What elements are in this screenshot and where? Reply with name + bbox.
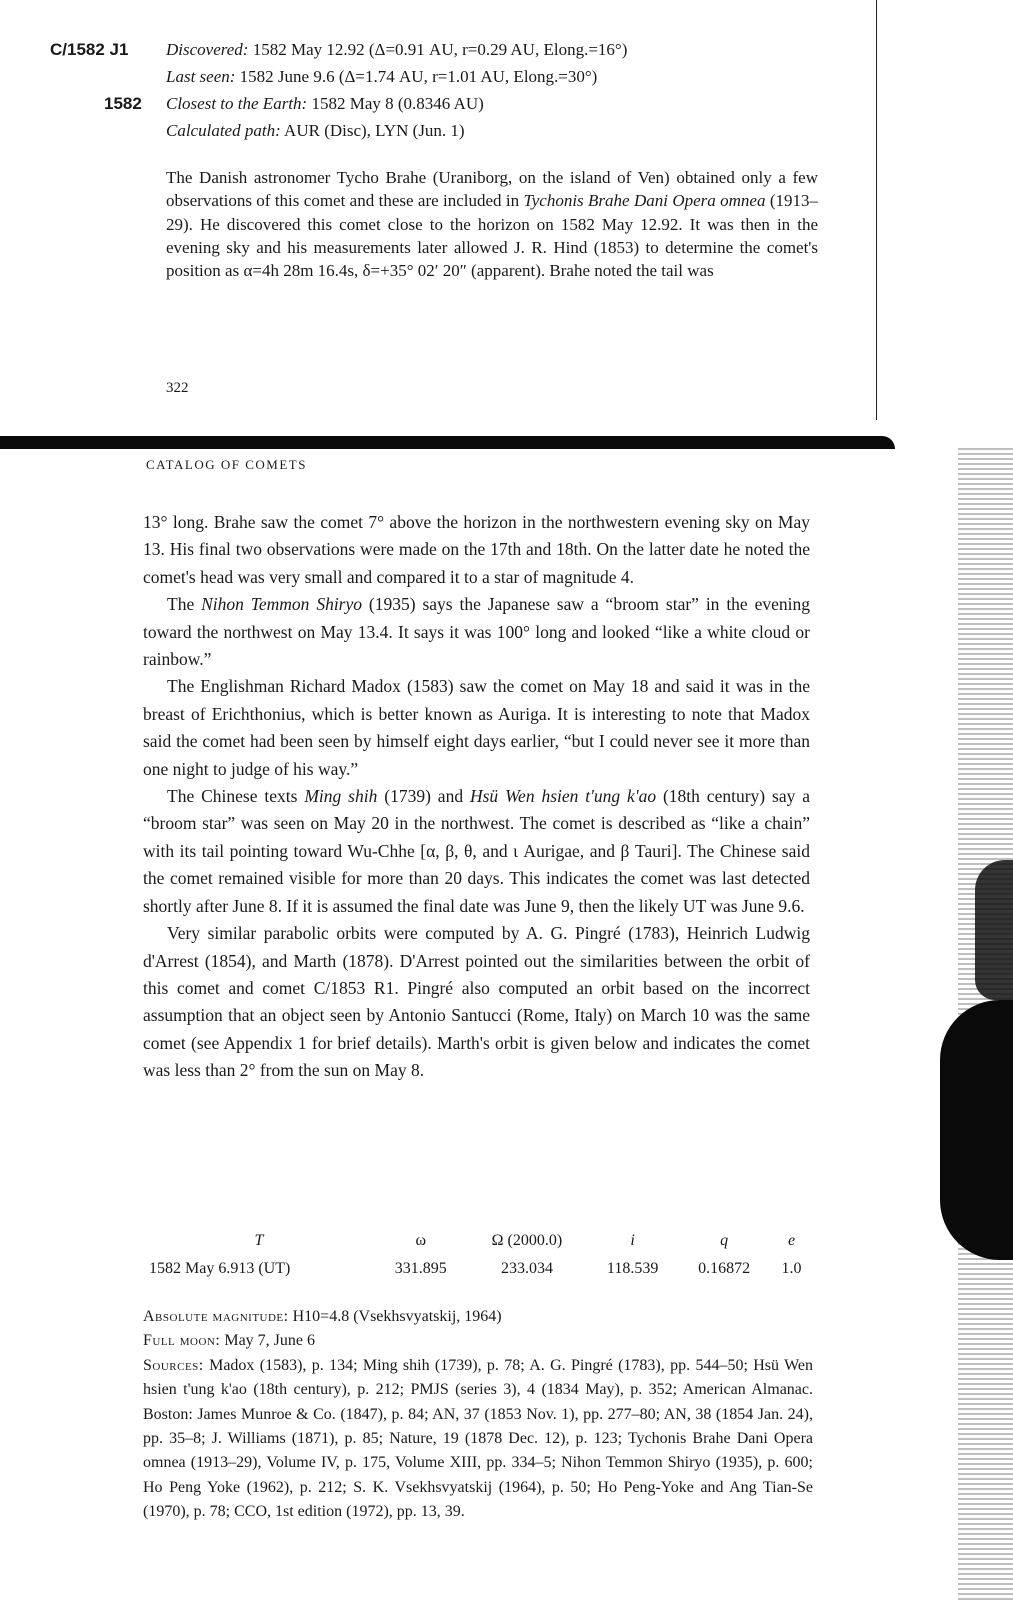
col-header-q: q [720,1232,729,1249]
last-seen-line [166,67,597,87]
full-moon-label: Full moon: [143,1332,221,1350]
last-seen-value: 1582 June 9.6 (Δ=1.74 AU, r=1.01 AU, Elong.=30°) [235,67,598,86]
paragraph-2 [143,591,810,673]
p4-post: (18th century) say a “broom star” was seen on May 20 in the northwest. The comet is described as “like a chain” with its tail pointing toward Wu-Chhe [α, β, θ, and ι Aurigae, and β Tauri]. The Chinese said the comet remained visible for more than 20 days. This indicates the comet was last detected shortly after June 8. If it is assumed the final date was June 9, then the likely UT was June 9.6. [143,786,811,916]
binding-blot-upper [975,860,1013,1000]
col-header-t: T [254,1232,264,1249]
p2-title: Nihon Temmon Shiryo [201,594,363,615]
cell-e: 1.0 [781,1260,802,1277]
p4-title-1: Ming shih [304,786,378,807]
p4-pre: The Chinese texts [167,786,305,807]
comet-designation: C/1582 J1 [50,40,129,59]
path-label: Calculated path: [166,121,281,140]
previous-page [0,0,1013,450]
comet-year: 1582 [104,94,142,113]
p4-title-2: Hsü Wen hsien t'ung k'ao [469,786,657,807]
full-moon [143,1329,813,1353]
cell-node: 233.034 [500,1260,553,1277]
intro-text-b: (1913–29). He discovered this comet close to the horizon on 1582 May 12.92. It was then in the evening sky and his measurements later allowed J. R. Hind (1853) to determine the comet's position as α=4h 28m 16.4s, δ=+35° 02′ 20″ (apparent). Brahe noted the tail was [166,191,818,281]
abs-mag-value: H10=4.8 (Vsekhsvyatskij, 1964) [288,1308,502,1325]
table-header-row [143,1230,813,1258]
cell-i: 118.539 [606,1260,659,1277]
discovered-label: Discovered: [166,40,249,59]
path-line [166,121,465,141]
abs-mag-label: Absolute magnitude: [143,1308,289,1325]
sources [143,1354,813,1525]
body-text [143,509,810,1085]
orbital-elements-table [143,1230,813,1280]
p2-pre: The [167,594,202,615]
binding-blot [940,1000,1013,1260]
p2-post: (1935) says the Japanese saw a “broom star” in the evening toward the northwest on May 13.4. It says it was 100° long and looked “like a white cloud or rainbow.” [143,594,810,670]
col-header-omega: ω [415,1232,427,1249]
paragraph-4 [143,783,810,920]
col-header-node: Ω (2000.0) [491,1232,563,1249]
paragraph-3: The Englishman Richard Madox (1583) saw the comet on May 18 and said it was in the breast of Erichthonius, which is better known as Auriga. It is interesting to note that Madox said the comet had been seen by himself eight days earlier, “but I could never see it more than one night to judge of his way.” [143,676,810,779]
col-header-e: e [787,1232,796,1249]
full-moon-value: May 7, June 6 [220,1332,315,1350]
intro-title: Tychonis Brahe Dani Opera omnea [523,191,766,211]
absolute-magnitude [143,1305,813,1329]
closest-line [166,94,484,114]
col-header-i: i [630,1232,635,1249]
sources-text: Madox (1583), p. 134; Ming shih (1739), p. 78; A. G. Pingré (1783), pp. 544–50; Hsü Wen hsien t'ung k'ao (18th century), p. 212; PMJS (series 3), 4 (1834 May), p. 352; American Almanac. Boston: James Munroe & Co. (1847), p. 84; AN, 37 (1853 Nov. 1), pp. 277–80; AN, 38 (1854 Jan. 24), pp. 35–8; J. Williams (1871), p. 85; Nature, 19 (1878 Dec. 12), p. 123; Tychonis Brahe Dani Opera omnea (1913–29), Volume IV, p. 175, Volume XIII, pp. 334–5; Nihon Temmon Shiryo (1935), p. 600; Ho Peng Yoke (1962), p. 212; S. K. Vsekhsvyatskij (1964), p. 50; Ho Peng-Yoke and Ang Tian-Se (1970), p. 78; CCO, 1st edition (1972), pp. 13, 39. [143,1356,813,1521]
intro-text-a: The Danish astronomer Tycho Brahe (Uraniborg, on the island of Ven) obtained only a few observations of this comet and these are included in [166,168,818,211]
closest-value: 1582 May 8 (0.8346 AU) [307,94,484,113]
intro-paragraph [166,166,818,282]
cell-omega: 331.895 [394,1260,447,1277]
p4-mid: (1739) and [377,786,470,807]
sources-label: Sources: [143,1356,204,1374]
page-divider [0,436,895,449]
discovered-value: 1582 May 12.92 (Δ=0.91 AU, r=0.29 AU, Elong.=16°) [248,40,628,59]
notes-section [143,1305,813,1525]
path-value: AUR (Disc), LYN (Jun. 1) [280,121,465,140]
paragraph-5: Very similar parabolic orbits were computed by A. G. Pingré (1783), Heinrich Ludwig d'Arrest (1854), and Marth (1878). D'Arrest pointed out the similarities between the orbit of this comet and comet C/1853 R1. Pingré also computed an orbit based on the incorrect assumption that an object seen by Antonio Santucci (Rome, Italy) on March 10 was the same comet (see Appendix 1 for brief details). Marth's orbit is given below and indicates the comet was less than 2° from the sun on May 8. [143,923,810,1081]
cell-q: 0.16872 [698,1260,751,1277]
cell-t: 1582 May 6.913 (UT) [149,1260,291,1277]
last-seen-label: Last seen: [166,67,236,86]
closest-label: Closest to the Earth: [166,94,308,113]
paragraph-1: 13° long. Brahe saw the comet 7° above the horizon in the northwestern evening sky on May 13. His final two observations were made on the 17th and 18th. On the latter date he noted the comet's head was very small and compared it to a star of magnitude 4. [143,512,810,587]
discovered-line [166,40,627,60]
running-head: CATALOG OF COMETS [146,457,307,472]
page-edge-rule [876,0,877,420]
page-number: 322 [166,380,189,396]
table-row [143,1258,813,1280]
